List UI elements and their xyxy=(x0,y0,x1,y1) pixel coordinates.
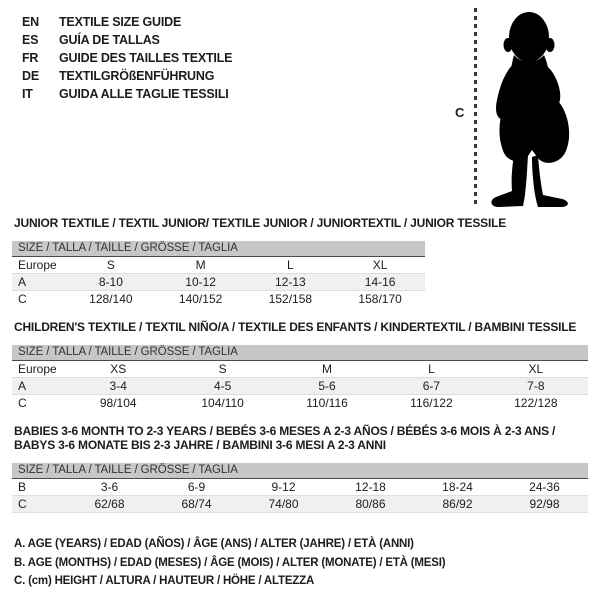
cell: 5-6 xyxy=(318,379,336,393)
cell: 3-4 xyxy=(109,379,127,393)
height-measure-label: C xyxy=(455,105,465,120)
table-row xyxy=(12,291,425,307)
table-row xyxy=(12,273,425,291)
row-label: Europe xyxy=(18,362,57,376)
cell: 74/80 xyxy=(268,497,299,511)
cell: 152/158 xyxy=(268,292,313,306)
lang-code: EN xyxy=(22,15,39,29)
cell: 24-36 xyxy=(529,480,560,494)
cell: L xyxy=(287,258,294,272)
cell: M xyxy=(322,362,333,376)
lang-label: TEXTILGRÖßENFÜHRUNG xyxy=(59,69,215,83)
cell: 18-24 xyxy=(442,480,473,494)
cell: 6-7 xyxy=(422,379,441,393)
cell: S xyxy=(218,362,227,376)
height-dashed-line xyxy=(474,8,477,205)
lang-row-en xyxy=(22,13,232,31)
cell: 12-18 xyxy=(355,480,386,494)
lang-code: ES xyxy=(22,33,39,47)
row-label: C xyxy=(18,292,27,306)
cell: 8-10 xyxy=(98,275,123,289)
language-legend xyxy=(22,13,232,103)
lang-label: GUIDA ALLE TAGLIE TESSILI xyxy=(59,87,229,101)
cell: 86/92 xyxy=(442,497,473,511)
cell: L xyxy=(428,362,435,376)
cell: 140/152 xyxy=(178,292,223,306)
lang-label: TEXTILE SIZE GUIDE xyxy=(59,15,182,29)
cell: 68/74 xyxy=(181,497,212,511)
legend-notes xyxy=(14,535,445,591)
lang-row-de xyxy=(22,67,232,85)
lang-label: GUIDE DES TAILLES TEXTILE xyxy=(59,51,233,65)
size-header-bar: SIZE / TALLA / TAILLE / GRÖSSE / TAGLIA xyxy=(12,241,425,257)
table-row xyxy=(12,361,588,377)
cell: XL xyxy=(372,258,388,272)
row-label: A xyxy=(18,275,27,289)
cell: 9-12 xyxy=(271,480,296,494)
lang-code: IT xyxy=(22,87,33,101)
junior-textile-table xyxy=(12,216,507,307)
table-row xyxy=(12,495,588,513)
size-header-bar: SIZE / TALLA / TAILLE / GRÖSSE / TAGLIA xyxy=(12,463,588,479)
table-row xyxy=(12,395,588,411)
cell: 14-16 xyxy=(364,275,396,289)
cell: 4-5 xyxy=(213,379,232,393)
lang-row-es xyxy=(22,31,232,49)
row-label: A xyxy=(18,379,27,393)
cell: 12-13 xyxy=(275,275,306,289)
cell: 80/86 xyxy=(355,497,386,511)
table-row xyxy=(12,257,425,273)
cell: XL xyxy=(528,362,544,376)
lang-code: FR xyxy=(22,51,39,65)
lang-row-fr xyxy=(22,49,232,67)
baby-silhouette-icon xyxy=(483,7,595,207)
size-header-bar: SIZE / TALLA / TAILLE / GRÖSSE / TAGLIA xyxy=(12,345,588,361)
lang-label: GUÍA DE TALLAS xyxy=(59,33,160,47)
table-title: CHILDREN'S TEXTILE / TEXTIL NIÑO/A / TEXTILE DES ENFANTS / KINDERTEXTIL / BAMBINI TESSILE xyxy=(14,320,577,334)
row-label: C xyxy=(18,396,27,410)
lang-row-it xyxy=(22,85,232,103)
cell: 116/122 xyxy=(410,396,453,410)
cell: 62/68 xyxy=(94,497,125,511)
note-age-years: A. AGE (YEARS) / EDAD (AÑOS) / ÂGE (ANS) / ALTER (JAHRE) / ETÀ (ANNI) xyxy=(14,538,414,550)
cell: XS xyxy=(110,362,127,376)
childrens-textile-table xyxy=(12,320,588,411)
table-title-line: BABIES 3-6 MONTH TO 2-3 YEARS / BEBÉS 3-6 MESES A 2-3 AÑOS / BÉBÉS 3-6 MOIS À 2-3 ANS / xyxy=(14,424,556,438)
cell: 92/98 xyxy=(529,497,560,511)
cell: 158/170 xyxy=(358,292,402,306)
cell: 10-12 xyxy=(185,275,216,289)
note-height-cm: C. (cm) HEIGHT / ALTURA / HAUTEUR / HÖHE / ALTEZZA xyxy=(14,575,315,587)
cell: 3-6 xyxy=(100,480,119,494)
cell: 6-9 xyxy=(187,480,206,494)
cell: 7-8 xyxy=(527,379,545,393)
table-title-line: BABYS 3-6 MONATE BIS 2-3 JAHRE / BAMBINI 3-6 MESI A 2-3 ANNI xyxy=(14,438,386,452)
table-row xyxy=(12,377,588,395)
cell: 110/116 xyxy=(306,396,348,410)
babies-textile-table xyxy=(12,424,588,513)
table-title xyxy=(14,424,588,452)
cell: S xyxy=(106,258,115,272)
cell: 98/104 xyxy=(99,396,137,410)
table-title: JUNIOR TEXTILE / TEXTIL JUNIOR/ TEXTILE JUNIOR / JUNIORTEXTIL / JUNIOR TESSILE xyxy=(14,216,507,230)
cell: M xyxy=(195,258,206,272)
row-label: B xyxy=(18,480,27,494)
cell: 128/140 xyxy=(89,292,133,306)
table-row xyxy=(12,479,588,495)
row-label: C xyxy=(18,497,27,511)
lang-code: DE xyxy=(22,69,39,83)
cell: 104/110 xyxy=(201,396,244,410)
row-label: Europe xyxy=(18,258,57,272)
note-age-months: B. AGE (MONTHS) / EDAD (MESES) / ÂGE (MOIS) / ALTER (MONATE) / ETÀ (MESI) xyxy=(14,556,446,569)
cell: 122/128 xyxy=(514,396,558,410)
